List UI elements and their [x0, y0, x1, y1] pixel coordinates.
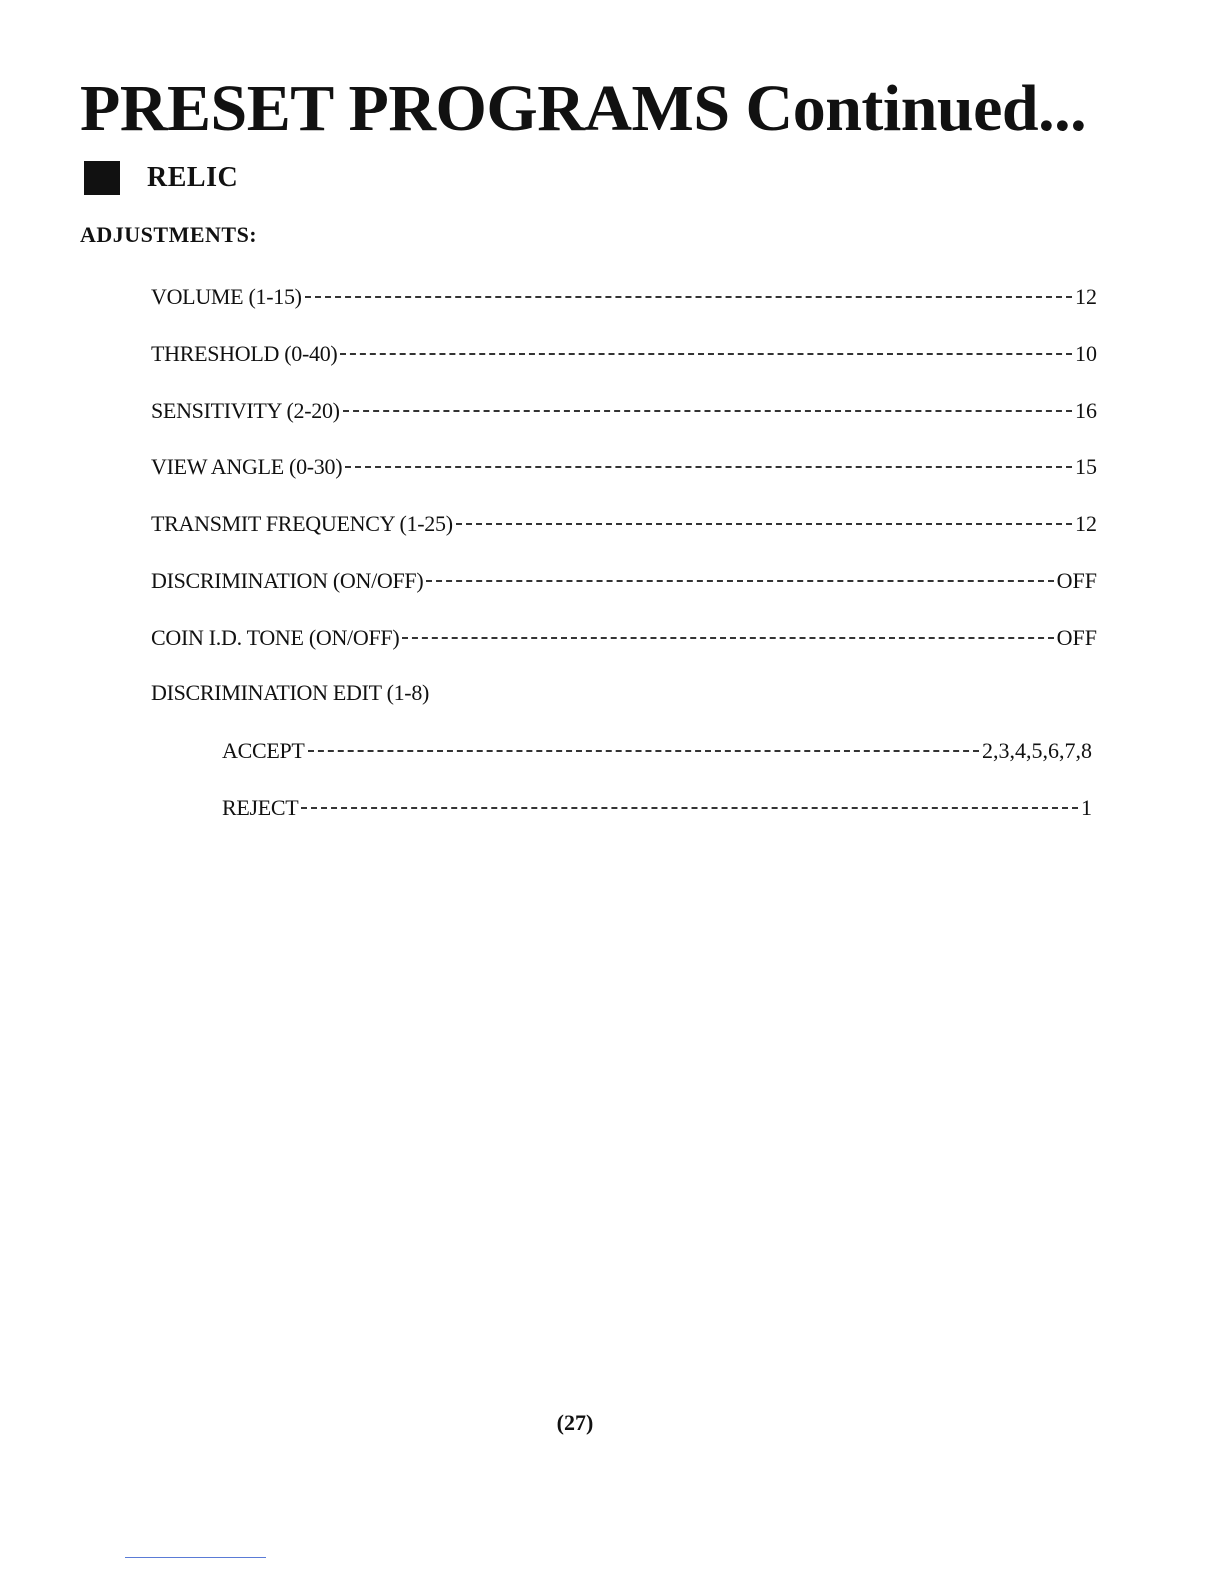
setting-row-accept	[222, 736, 1092, 766]
setting-label: VOLUME (1-15)	[151, 284, 302, 309]
setting-label: REJECT	[222, 795, 299, 820]
dotted-leader	[305, 296, 1072, 298]
setting-row-volume	[151, 282, 1097, 312]
dotted-leader	[343, 410, 1072, 412]
setting-row-reject	[222, 793, 1092, 823]
dotted-leader	[345, 466, 1072, 468]
setting-label: VIEW ANGLE (0-30)	[151, 454, 343, 479]
setting-label: SENSITIVITY (2-20)	[151, 398, 340, 423]
setting-value: OFF	[1056, 568, 1097, 593]
setting-row-coin-id-tone	[151, 623, 1097, 653]
dotted-leader	[340, 353, 1072, 355]
setting-row-transmit-frequency	[151, 509, 1097, 539]
setting-value: 15	[1075, 454, 1097, 479]
setting-value: 12	[1075, 511, 1097, 536]
setting-label: ACCEPT	[222, 738, 305, 763]
section-heading	[84, 160, 238, 196]
section-label: RELIC	[147, 162, 239, 193]
setting-value: OFF	[1056, 625, 1097, 650]
dotted-leader	[301, 807, 1078, 809]
setting-value: 16	[1075, 398, 1097, 423]
page-number: (27)	[556, 1410, 594, 1435]
setting-value: 12	[1075, 284, 1097, 309]
setting-value: 2,3,4,5,6,7,8	[982, 738, 1092, 763]
setting-label: THRESHOLD (0-40)	[151, 341, 338, 366]
setting-label: TRANSMIT FREQUENCY (1-25)	[151, 511, 453, 536]
setting-value: 10	[1075, 341, 1097, 366]
setting-label: DISCRIMINATION (ON/OFF)	[151, 568, 424, 593]
dotted-leader	[402, 637, 1053, 639]
setting-label: COIN I.D. TONE (ON/OFF)	[151, 625, 400, 650]
setting-row-sensitivity	[151, 396, 1097, 426]
dotted-leader	[426, 580, 1053, 582]
setting-value: 1	[1081, 795, 1092, 820]
dotted-leader	[308, 750, 979, 752]
page-title: PRESET PROGRAMS Continued...	[80, 72, 1087, 145]
setting-row-view-angle	[151, 452, 1097, 482]
setting-row-discrimination	[151, 566, 1097, 596]
setting-row-threshold	[151, 339, 1097, 369]
dotted-leader	[456, 523, 1072, 525]
discrimination-edit-heading: DISCRIMINATION EDIT (1-8)	[151, 680, 430, 705]
filled-square-icon	[84, 161, 120, 195]
adjustments-heading: ADJUSTMENTS:	[80, 222, 258, 247]
scan-artifact-line	[125, 1557, 266, 1558]
